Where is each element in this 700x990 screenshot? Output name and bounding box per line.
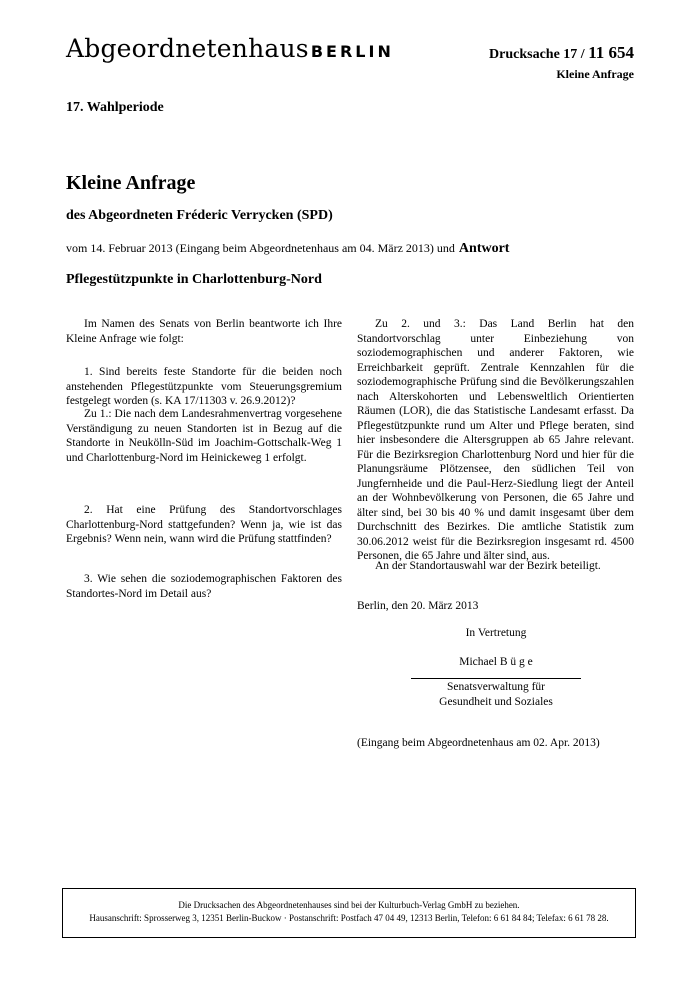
department <box>401 680 591 709</box>
place-date: Berlin, den 20. März 2013 <box>357 600 479 612</box>
page-subtitle: des Abgeordneten Fréderic Verrycken (SPD) <box>66 208 333 223</box>
question-2-block <box>66 503 342 547</box>
question-2: 2. Hat eine Prüfung des Standortvorschlages Charlottenburg-Nord stattgefunden? Wenn ja, wie ist das Ergebnis? Wenn nein, wann wird die Prüfung stattfinden? <box>66 504 342 545</box>
department-line-2: Gesundheit und Soziales <box>439 695 553 708</box>
footer-line-1: Die Drucksachen des Abgeordnetenhauses sind bei der Kulturbuch-Verlag GmbH zu beziehen. <box>178 900 520 910</box>
question-1: 1. Sind bereits feste Standorte für die beiden noch anstehenden Pflegestützpunkte vom Steuerungsgremium festgelegt worden (s. KA 17/11303 v. 26.9.2012)? <box>66 366 342 407</box>
masthead <box>66 34 394 63</box>
question-3: 3. Wie sehen die soziodemographischen Faktoren des Standortes-Nord im Detail aus? <box>66 573 342 600</box>
masthead-city: BERLIN <box>310 42 394 61</box>
document-number-prefix: Drucksache 17 / <box>489 47 589 62</box>
document-type: Kleine Anfrage <box>556 67 634 81</box>
question-1-block <box>66 365 342 409</box>
document-number-value: 11 654 <box>588 43 634 62</box>
signature-line <box>411 678 581 679</box>
intro-paragraph: Im Namen des Senats von Berlin beantworte ich Ihre Kleine Anfrage wie folgt: <box>66 318 342 345</box>
district-note: An der Standortauswahl war der Bezirk beteiligt. <box>375 560 601 572</box>
answer-2-3: Zu 2. und 3.: Das Land Berlin hat den Standortvorschlag unter Einbeziehung von soziodemographischen und anderer Faktoren, wie Erreichbarkeit geprüft. Zentrale Kennzahlen für die soziodemographische Prüfung sind die Bevölkerungszahlen nach Alterskohorten und Lebensweltlich Orientierten Räumen (LOR), die das Statistische Landesamt erfasst. Da Pflegestützpunkte rund um Alter und Pflege beraten, sind hier insbesondere die Altersgruppen ab 65 Jahre relevant. Für die Bezirksregion Charlottenburg Nord und hier für die Planungsräume Plötzensee, den südlichen Teil von Jungfernheide und die Paul-Herz-Siedlung liegt der Anteil an der Wohnbevölkerung von Personen, die 65 Jahre und älter sind, bei 30 bis 40 % und damit insgesamt über dem Durchschnitt des Bezirkes. Die amtliche Statistik zum 30.06.2012 weist für die Bezirksregion insgesamt rd. 4500 Personen, die 65 Jahre und älter sind, aus. <box>357 318 634 562</box>
question-3-block <box>66 572 342 601</box>
masthead-title: Abgeordnetenhaus <box>66 34 309 63</box>
receipt-note: (Eingang beim Abgeordnetenhaus am 02. Apr. 2013) <box>357 737 600 749</box>
electoral-period: 17. Wahlperiode <box>66 100 164 115</box>
footer-line-2: Hausanschrift: Sprosserweg 3, 12351 Berlin-Buckow · Postanschrift: Postfach 47 04 49, 12313 Berlin, Telefon: 6 61 84 84; Telefax: 6 61 78 28. <box>89 912 609 923</box>
signatory-name: Michael B ü g e <box>459 656 533 668</box>
answer-1: Zu 1.: Die nach dem Landesrahmenvertrag vorgesehene Verständigung zu neuen Standorten ist in Bezug auf die Standorte in Neukölln-Süd im Joachim-Gottschalk-Weg 1 und Charlottenburg-Nord im Heinickeweg 1 erfolgt. <box>66 408 342 464</box>
dateline-text: vom 14. Februar 2013 (Eingang beim Abgeordnetenhaus am 04. März 2013) und <box>66 241 455 255</box>
page-title: Kleine Anfrage <box>66 172 196 194</box>
answer-label: Antwort <box>458 241 510 256</box>
answer-2-3-block <box>357 317 634 564</box>
footer-box <box>62 888 636 938</box>
left-column <box>66 317 342 346</box>
answer-1-block <box>66 407 342 465</box>
district-note-block <box>357 559 634 574</box>
document-number <box>489 43 634 63</box>
topic-heading: Pflegestützpunkte in Charlottenburg-Nord <box>66 272 322 287</box>
department-line-1: Senatsverwaltung für <box>446 681 546 693</box>
on-behalf: In Vertretung <box>465 627 527 639</box>
dateline <box>66 241 509 257</box>
